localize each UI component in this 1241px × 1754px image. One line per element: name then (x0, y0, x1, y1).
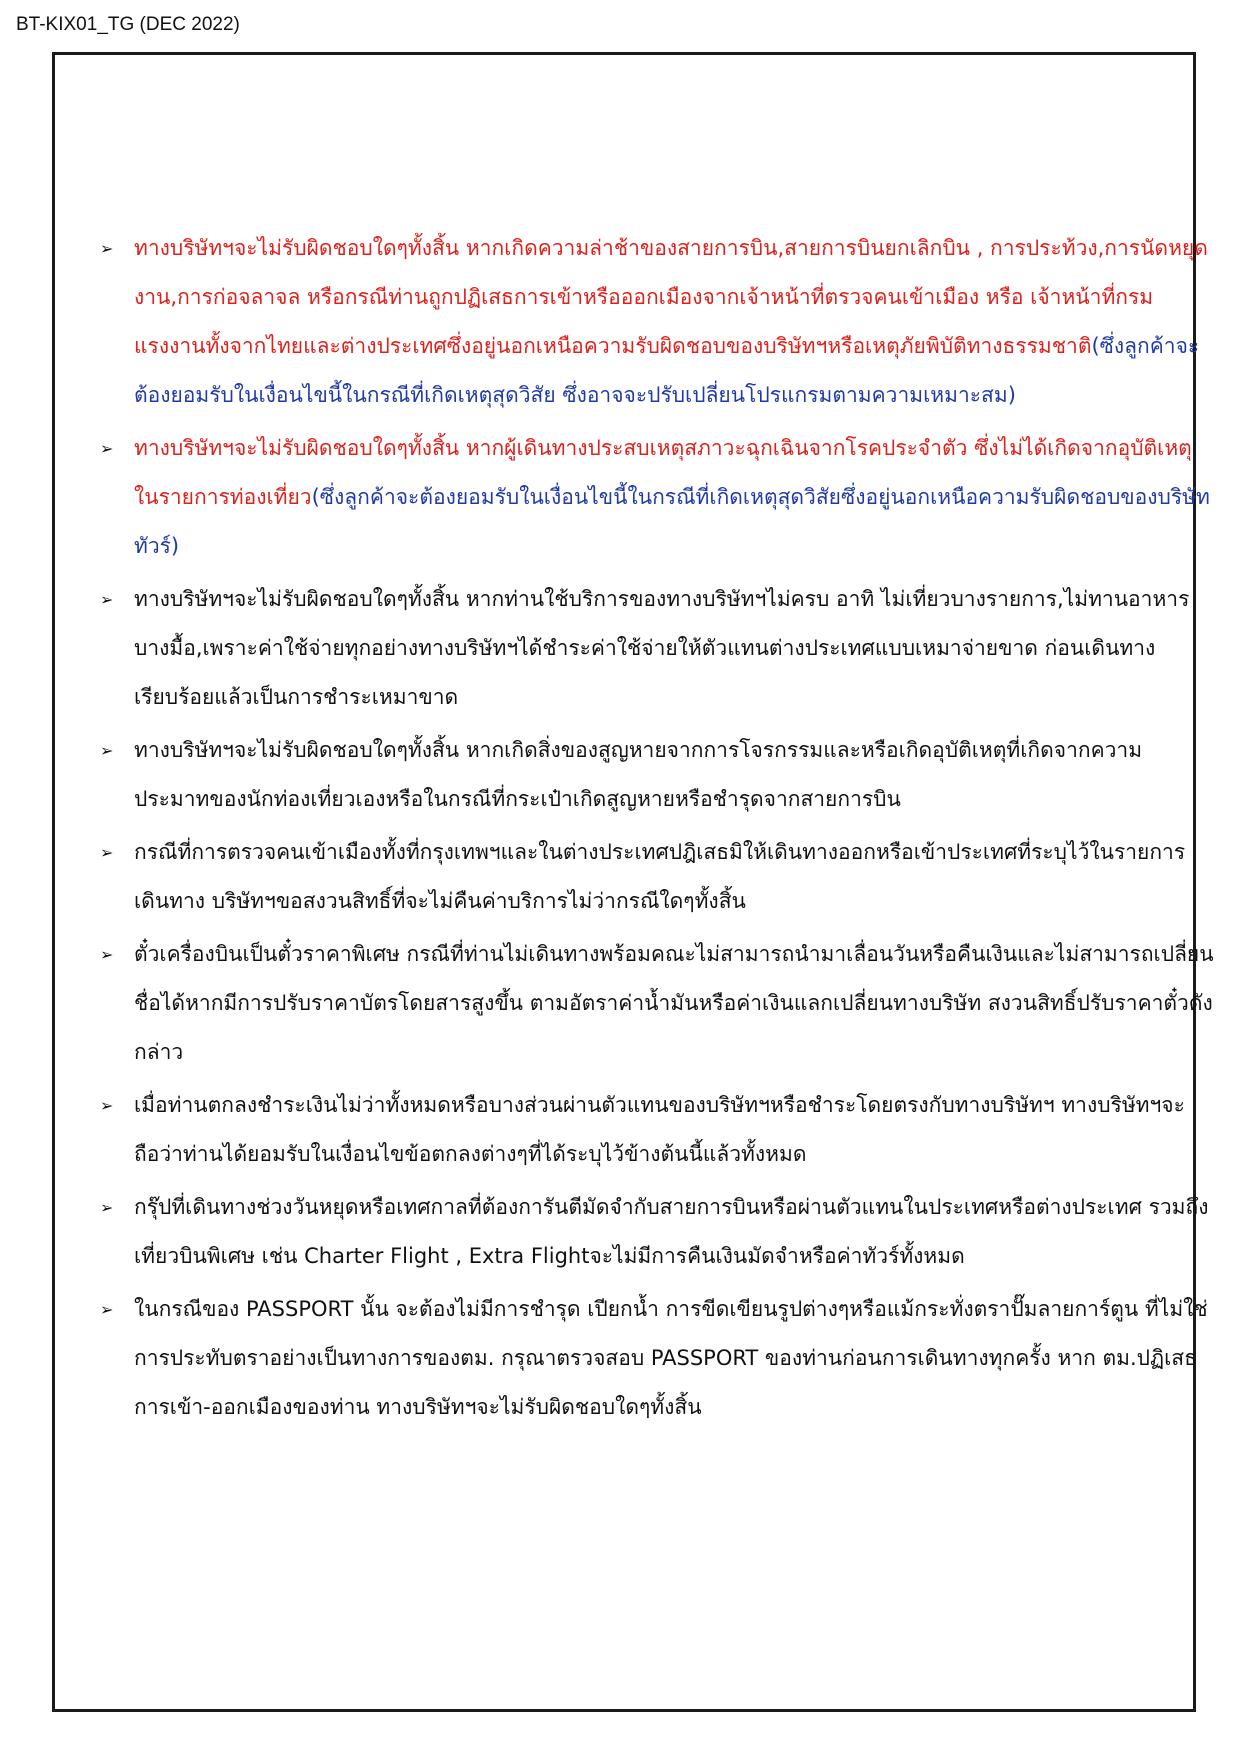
arrowhead-bullet-icon: ➢ (100, 590, 114, 609)
arrowhead-bullet-icon: ➢ (100, 1198, 114, 1217)
term-6-text: ตั๋วเครื่องบินเป็นตั๋วราคาพิเศษ กรณีที่ท่านไม่เดินทางพร้อมคณะไม่สามารถนำมาเลื่อนวันหรือคืนเงินและไม่สามารถเปลี่ยนชื่อได้หากมีการปรับราคาบัตรโดยสารสูงขึ้น ตามอัตราค่าน้ำมันหรือค่าเงินแลกเปลี่ยนทางบริษัท สงวนสิทธิ์ปรับราคาตั๋วดังกล่าว (134, 942, 1214, 1064)
arrowhead-bullet-icon: ➢ (100, 1300, 114, 1319)
term-item-6 (82, 930, 1215, 1077)
arrowhead-bullet-icon: ➢ (100, 843, 114, 862)
document-code: BT-KIX01_TG (DEC 2022) (16, 14, 240, 35)
term-item-4 (82, 726, 1215, 824)
term-item-3 (82, 575, 1215, 722)
term-1-red-text: ทางบริษัทฯจะไม่รับผิดชอบใดๆทั้งสิ้น หากเกิดความล่าช้าของสายการบิน,สายการบินยกเลิกบิน , การประท้วง,การนัดหยุดงาน,การก่อจลาจล หรือกรณีท่านถูกปฏิเสธการเข้าหรือออกเมืองจากเจ้าหน้าที่ตรวจคนเข้าเมือง หรือ เจ้าหน้าที่กรมแรงงานทั้งจากไทยและต่างประเทศซึ่งอยู่นอกเหนือความรับผิดชอบของบริษัทฯหรือเหตุภัยพิบัติทางธรรมชาติ (134, 236, 1208, 358)
term-7-text: เมื่อท่านตกลงชำระเงินไม่ว่าทั้งหมดหรือบางส่วนผ่านตัวแทนของบริษัทฯหรือชำระโดยตรงกับทางบริษัทฯ ทางบริษัทฯจะถือว่าท่านได้ยอมรับในเงื่อนไขข้อตกลงต่างๆที่ได้ระบุไว้ข้างต้นนี้แล้วทั้งหมด (134, 1093, 1185, 1166)
term-3-text: ทางบริษัทฯจะไม่รับผิดชอบใดๆทั้งสิ้น หากท่านใช้บริการของทางบริษัทฯไม่ครบ อาทิ ไม่เที่ยวบางรายการ,ไม่ทานอาหารบางมื้อ,เพราะค่าใช้จ่ายทุกอย่างทางบริษัทฯได้ชำระค่าใช้จ่ายให้ตัวแทนต่างประเทศแบบเหมาจ่ายขาด ก่อนเดินทางเรียบร้อยแล้วเป็นการชำระเหมาขาด (134, 587, 1190, 709)
term-item-8 (82, 1183, 1215, 1281)
term-2-red-text: ทางบริษัทฯจะไม่รับผิดชอบใดๆทั้งสิ้น หากผู้เดินทางประสบเหตุสภาวะฉุกเฉินจากโรคประจำตัว ซึ่งไม่ได้เกิดจากอุบัติเหตุในรายการท่องเที่ยว (134, 436, 1192, 509)
arrowhead-bullet-icon: ➢ (100, 945, 114, 964)
arrowhead-bullet-icon: ➢ (100, 439, 114, 458)
term-item-7 (82, 1081, 1215, 1179)
arrowhead-bullet-icon: ➢ (100, 741, 114, 760)
terms-conditions-list (82, 224, 1215, 1436)
term-9-text: ในกรณีของ PASSPORT นั้น จะต้องไม่มีการชำรุด เปียกน้ำ การขีดเขียนรูปต่างๆหรือแม้กระทั่งตราปั๊มลายการ์ตูน ที่ไม่ใช่การประทับตราอย่างเป็นทางการของตม. กรุณาตรวจสอบ PASSPORT ของท่านก่อนการเดินทางทุกครั้ง หาก ตม.ปฏิเสธการเข้า-ออกเมืองของท่าน ทางบริษัทฯจะไม่รับผิดชอบใดๆทั้งสิ้น (134, 1297, 1208, 1419)
arrowhead-bullet-icon: ➢ (100, 239, 114, 258)
term-2-blue-note: (ซึ่งลูกค้าจะต้องยอมรับในเงื่อนไขนี้ในกรณีที่เกิดเหตุสุดวิสัยซึ่งอยู่นอกเหนือความรับผิดชอบของบริษัททัวร์) (134, 485, 1210, 558)
term-item-2 (82, 424, 1215, 571)
term-item-9 (82, 1285, 1215, 1432)
term-5-text: กรณีที่การตรวจคนเข้าเมืองทั้งที่กรุงเทพฯและในต่างประเทศปฎิเสธมิให้เดินทางออกหรือเข้าประเทศที่ระบุไว้ในรายการเดินทาง บริษัทฯขอสงวนสิทธิ์ที่จะไม่คืนค่าบริการไม่ว่ากรณีใดๆทั้งสิ้น (134, 840, 1186, 913)
term-item-5 (82, 828, 1215, 926)
arrowhead-bullet-icon: ➢ (100, 1096, 114, 1115)
term-4-text: ทางบริษัทฯจะไม่รับผิดชอบใดๆทั้งสิ้น หากเกิดสิ่งของสูญหายจากการโจรกรรมและหรือเกิดอุบัติเหตุที่เกิดจากความประมาทของนักท่องเที่ยวเองหรือในกรณีที่กระเป๋าเกิดสูญหายหรือชำรุดจากสายการบิน (134, 738, 1143, 811)
term-1-blue-note: (ซึ่งลูกค้าจะต้องยอมรับในเงื่อนไขนี้ในกรณีที่เกิดเหตุสุดวิสัย ซึ่งอาจจะปรับเปลี่ยนโปรแกรมตามความเหมาะสม) (134, 334, 1200, 407)
term-item-1 (82, 224, 1215, 420)
term-8-text: กรุ๊ปที่เดินทางช่วงวันหยุดหรือเทศกาลที่ต้องการันตีมัดจำกับสายการบินหรือผ่านตัวแทนในประเทศหรือต่างประเทศ รวมถึงเที่ยวบินพิเศษ เช่น Charter Flight , Extra Flightจะไม่มีการคืนเงินมัดจำหรือค่าทัวร์ทั้งหมด (134, 1195, 1209, 1268)
